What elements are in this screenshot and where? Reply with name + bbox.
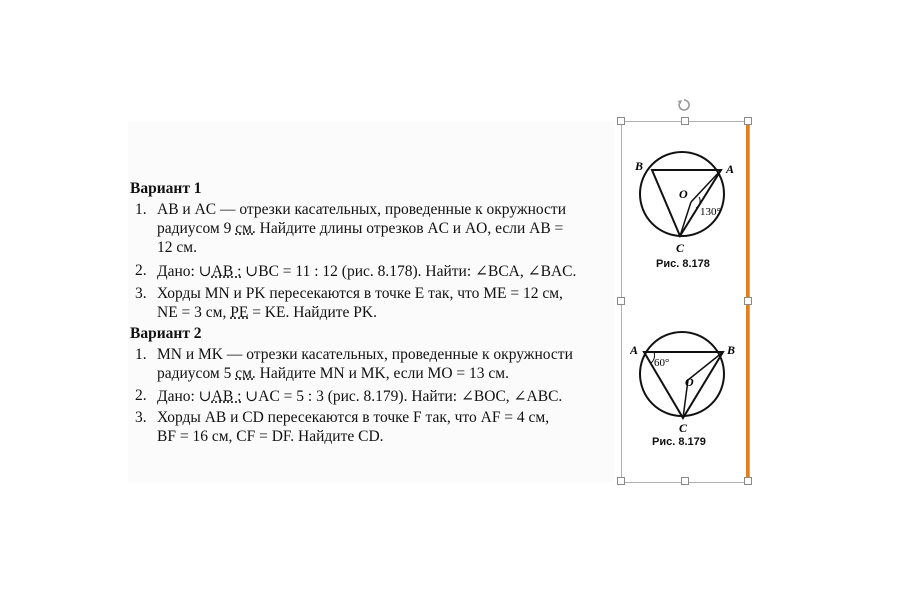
v2-task1-line1: MN и MK — отрезки касательных, проведенные к окружности xyxy=(157,346,573,363)
spellcheck-underline: см. xyxy=(235,365,256,382)
fig2-label-a: A xyxy=(630,343,639,357)
variant-2-heading: Вариант 2 xyxy=(130,325,202,342)
v2-task3-line1: Хорды AB и CD пересекаются в точке F так, что AF = 4 см, xyxy=(157,409,550,426)
fig1-label-a: A xyxy=(726,162,735,176)
spellcheck-underline: см. xyxy=(235,220,256,237)
fig1-label-o: O xyxy=(679,187,688,201)
fig1-label-c: C xyxy=(676,241,685,255)
spellcheck-underline: PE xyxy=(230,304,249,321)
resize-handle-top[interactable] xyxy=(681,117,689,125)
resize-handle-top-left[interactable] xyxy=(617,117,625,125)
fig1-label-b: B xyxy=(635,159,644,173)
variant-1-heading: Вариант 1 xyxy=(130,180,202,197)
v1-task2-line: Дано: ∪AB : ∪BC = 11 : 12 (рис. 8.178). Найти: ∠BCA, ∠BAC. xyxy=(157,263,577,280)
v1-task1-number: 1. xyxy=(135,201,147,218)
resize-handle-bottom[interactable] xyxy=(681,477,689,485)
resize-handle-top-right[interactable] xyxy=(744,117,752,125)
v2-task1-line2: радиусом 5 см. Найдите MN и MK, если MO = 13 см. xyxy=(157,365,509,382)
v2-task3-number: 3. xyxy=(135,409,147,426)
v1-task3-number: 3. xyxy=(135,285,147,302)
spellcheck-underline: AB : xyxy=(211,263,242,280)
fig1-angle-label: 130° xyxy=(700,206,721,218)
rotate-handle-icon[interactable] xyxy=(676,97,692,113)
fig2-label-b: B xyxy=(727,343,736,357)
resize-handle-bottom-left[interactable] xyxy=(617,477,625,485)
v2-task1-number: 1. xyxy=(135,346,147,363)
resize-handle-left[interactable] xyxy=(617,297,625,305)
fig2-label-c: C xyxy=(679,421,688,435)
fig2-label-o: O xyxy=(685,375,694,389)
v1-task3-line1: Хорды MN и PK пересекаются в точке E так, что ME = 12 см, xyxy=(157,285,563,302)
v1-task1-line1: AB и AC — отрезки касательных, проведенные к окружности xyxy=(157,201,566,218)
figure-8-178 xyxy=(630,140,740,265)
v2-task2-number: 2. xyxy=(135,387,147,404)
figure-8-179 xyxy=(630,318,740,443)
v1-task2-number: 2. xyxy=(135,262,147,279)
v1-task1-line2: радиусом 9 см. Найдите длины отрезков AC и AO, если AB = xyxy=(157,220,564,237)
resize-handle-right[interactable] xyxy=(744,297,752,305)
v2-task3-line2: BF = 16 см, CF = DF. Найдите CD. xyxy=(157,428,384,445)
v2-task2-line: Дано: ∪AB : ∪AC = 5 : 3 (рис. 8.179). Найти: ∠BOC, ∠ABC. xyxy=(157,388,563,405)
spellcheck-underline: AB : xyxy=(211,388,242,405)
v1-task3-line2: NE = 3 см, PE = KE. Найдите PK. xyxy=(157,304,377,321)
fig2-caption: Рис. 8.179 xyxy=(652,436,706,448)
fig1-caption: Рис. 8.178 xyxy=(656,258,710,270)
resize-handle-bottom-right[interactable] xyxy=(744,477,752,485)
fig2-angle-label: 60° xyxy=(654,357,670,369)
v1-task1-line3: 12 см. xyxy=(157,239,197,256)
